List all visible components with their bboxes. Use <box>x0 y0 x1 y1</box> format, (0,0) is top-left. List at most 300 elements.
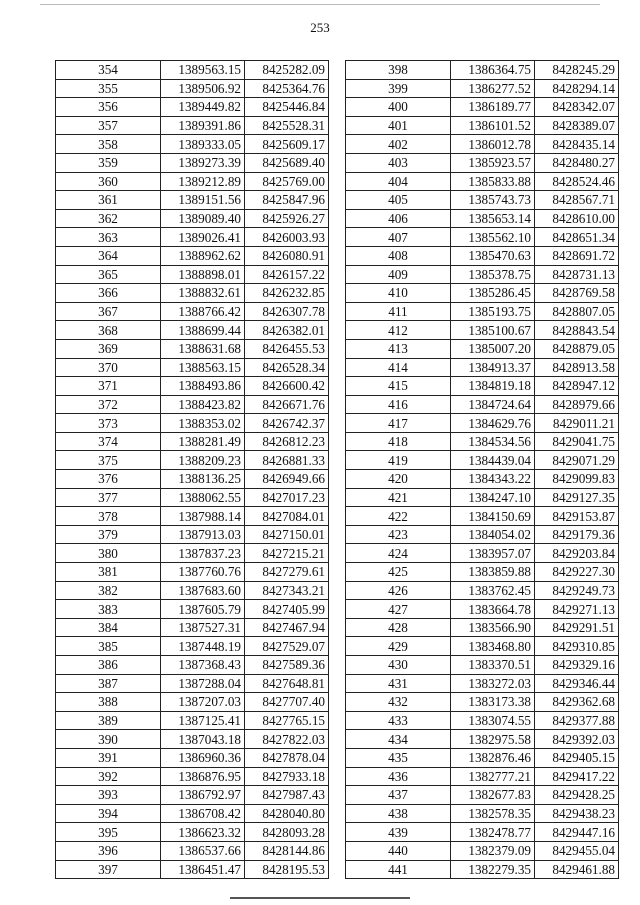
y-coordinate-cell: 8429203.84 <box>535 544 619 563</box>
point-number-cell: 424 <box>346 544 451 563</box>
table-row <box>56 358 329 377</box>
x-coordinate-cell: 1386277.52 <box>451 79 535 98</box>
y-coordinate-cell: 8427215.21 <box>245 544 329 563</box>
table-row <box>56 563 329 582</box>
table-row <box>346 265 619 284</box>
y-coordinate-cell: 8426742.37 <box>245 414 329 433</box>
coordinates-table-right <box>345 60 619 879</box>
point-number-cell: 405 <box>346 191 451 210</box>
x-coordinate-cell: 1382379.09 <box>451 841 535 860</box>
y-coordinate-cell: 8428144.86 <box>245 841 329 860</box>
x-coordinate-cell: 1388563.15 <box>161 358 245 377</box>
point-number-cell: 389 <box>56 711 161 730</box>
y-coordinate-cell: 8429011.21 <box>535 414 619 433</box>
table-row <box>346 228 619 247</box>
y-coordinate-cell: 8428651.34 <box>535 228 619 247</box>
point-number-cell: 423 <box>346 525 451 544</box>
y-coordinate-cell: 8428843.54 <box>535 321 619 340</box>
point-number-cell: 388 <box>56 693 161 712</box>
point-number-cell: 410 <box>346 284 451 303</box>
x-coordinate-cell: 1388353.02 <box>161 414 245 433</box>
point-number-cell: 384 <box>56 618 161 637</box>
point-number-cell: 371 <box>56 377 161 396</box>
x-coordinate-cell: 1388209.23 <box>161 451 245 470</box>
y-coordinate-cell: 8429099.83 <box>535 470 619 489</box>
x-coordinate-cell: 1383859.88 <box>451 563 535 582</box>
point-number-cell: 427 <box>346 600 451 619</box>
table-row <box>56 321 329 340</box>
y-coordinate-cell: 8426157.22 <box>245 265 329 284</box>
point-number-cell: 416 <box>346 395 451 414</box>
x-coordinate-cell: 1384247.10 <box>451 488 535 507</box>
y-coordinate-cell: 8429428.25 <box>535 786 619 805</box>
point-number-cell: 395 <box>56 823 161 842</box>
x-coordinate-cell: 1383272.03 <box>451 674 535 693</box>
table-row <box>56 525 329 544</box>
table-row <box>346 191 619 210</box>
x-coordinate-cell: 1386792.97 <box>161 786 245 805</box>
point-number-cell: 370 <box>56 358 161 377</box>
table-row <box>346 581 619 600</box>
table-row <box>56 618 329 637</box>
x-coordinate-cell: 1388281.49 <box>161 432 245 451</box>
x-coordinate-cell: 1389151.56 <box>161 191 245 210</box>
y-coordinate-cell: 8426671.76 <box>245 395 329 414</box>
point-number-cell: 376 <box>56 470 161 489</box>
table-row <box>346 823 619 842</box>
point-number-cell: 375 <box>56 451 161 470</box>
point-number-cell: 364 <box>56 246 161 265</box>
table-row <box>346 377 619 396</box>
x-coordinate-cell: 1388832.61 <box>161 284 245 303</box>
y-coordinate-cell: 8425446.84 <box>245 98 329 117</box>
x-coordinate-cell: 1386189.77 <box>451 98 535 117</box>
point-number-cell: 406 <box>346 209 451 228</box>
x-coordinate-cell: 1385193.75 <box>451 302 535 321</box>
y-coordinate-cell: 8429447.16 <box>535 823 619 842</box>
table-row <box>346 432 619 451</box>
table-row <box>346 116 619 135</box>
y-coordinate-cell: 8426382.01 <box>245 321 329 340</box>
y-coordinate-cell: 8427765.15 <box>245 711 329 730</box>
point-number-cell: 401 <box>346 116 451 135</box>
point-number-cell: 408 <box>346 246 451 265</box>
y-coordinate-cell: 8428769.58 <box>535 284 619 303</box>
x-coordinate-cell: 1388766.42 <box>161 302 245 321</box>
point-number-cell: 378 <box>56 507 161 526</box>
point-number-cell: 399 <box>346 79 451 98</box>
table-row <box>346 748 619 767</box>
y-coordinate-cell: 8427878.04 <box>245 748 329 767</box>
table-row <box>346 674 619 693</box>
y-coordinate-cell: 8429227.30 <box>535 563 619 582</box>
point-number-cell: 393 <box>56 786 161 805</box>
point-number-cell: 391 <box>56 748 161 767</box>
y-coordinate-cell: 8426949.66 <box>245 470 329 489</box>
table-row <box>346 470 619 489</box>
point-number-cell: 363 <box>56 228 161 247</box>
table-row <box>56 748 329 767</box>
point-number-cell: 417 <box>346 414 451 433</box>
x-coordinate-cell: 1383074.55 <box>451 711 535 730</box>
y-coordinate-cell: 8428731.13 <box>535 265 619 284</box>
table-row <box>346 414 619 433</box>
x-coordinate-cell: 1386708.42 <box>161 804 245 823</box>
point-number-cell: 377 <box>56 488 161 507</box>
point-number-cell: 381 <box>56 563 161 582</box>
x-coordinate-cell: 1384150.69 <box>451 507 535 526</box>
x-coordinate-cell: 1382677.83 <box>451 786 535 805</box>
x-coordinate-cell: 1386364.75 <box>451 61 535 80</box>
x-coordinate-cell: 1386537.66 <box>161 841 245 860</box>
y-coordinate-cell: 8429153.87 <box>535 507 619 526</box>
point-number-cell: 397 <box>56 860 161 879</box>
table-row <box>56 172 329 191</box>
point-number-cell: 440 <box>346 841 451 860</box>
table-row <box>346 358 619 377</box>
y-coordinate-cell: 8429362.68 <box>535 693 619 712</box>
coordinates-table-left <box>55 60 329 879</box>
table-row <box>56 804 329 823</box>
x-coordinate-cell: 1386101.52 <box>451 116 535 135</box>
y-coordinate-cell: 8427467.94 <box>245 618 329 637</box>
table-row <box>56 674 329 693</box>
y-coordinate-cell: 8429041.75 <box>535 432 619 451</box>
x-coordinate-cell: 1388962.62 <box>161 246 245 265</box>
y-coordinate-cell: 8428093.28 <box>245 823 329 842</box>
table-row <box>346 711 619 730</box>
point-number-cell: 355 <box>56 79 161 98</box>
table-row <box>346 637 619 656</box>
table-row <box>346 730 619 749</box>
table-row <box>56 116 329 135</box>
table-row <box>346 600 619 619</box>
table-row <box>56 637 329 656</box>
table-row <box>56 767 329 786</box>
table-row <box>346 98 619 117</box>
x-coordinate-cell: 1388699.44 <box>161 321 245 340</box>
table-row <box>346 507 619 526</box>
bottom-rule <box>230 897 410 899</box>
y-coordinate-cell: 8429392.03 <box>535 730 619 749</box>
x-coordinate-cell: 1387837.23 <box>161 544 245 563</box>
y-coordinate-cell: 8428435.14 <box>535 135 619 154</box>
y-coordinate-cell: 8428245.29 <box>535 61 619 80</box>
y-coordinate-cell: 8429438.23 <box>535 804 619 823</box>
table-row <box>56 209 329 228</box>
y-coordinate-cell: 8428524.46 <box>535 172 619 191</box>
table-row <box>56 544 329 563</box>
x-coordinate-cell: 1384819.18 <box>451 377 535 396</box>
point-number-cell: 435 <box>346 748 451 767</box>
table-row <box>56 339 329 358</box>
x-coordinate-cell: 1389449.82 <box>161 98 245 117</box>
x-coordinate-cell: 1388898.01 <box>161 265 245 284</box>
point-number-cell: 362 <box>56 209 161 228</box>
table-row <box>56 656 329 675</box>
x-coordinate-cell: 1385007.20 <box>451 339 535 358</box>
point-number-cell: 415 <box>346 377 451 396</box>
y-coordinate-cell: 8425769.00 <box>245 172 329 191</box>
point-number-cell: 398 <box>346 61 451 80</box>
point-number-cell: 432 <box>346 693 451 712</box>
x-coordinate-cell: 1383762.45 <box>451 581 535 600</box>
x-coordinate-cell: 1388136.25 <box>161 470 245 489</box>
point-number-cell: 361 <box>56 191 161 210</box>
point-number-cell: 439 <box>346 823 451 842</box>
point-number-cell: 413 <box>346 339 451 358</box>
point-number-cell: 420 <box>346 470 451 489</box>
point-number-cell: 392 <box>56 767 161 786</box>
x-coordinate-cell: 1382777.21 <box>451 767 535 786</box>
x-coordinate-cell: 1387527.31 <box>161 618 245 637</box>
point-number-cell: 411 <box>346 302 451 321</box>
point-number-cell: 429 <box>346 637 451 656</box>
table-row <box>346 79 619 98</box>
point-number-cell: 382 <box>56 581 161 600</box>
y-coordinate-cell: 8426003.93 <box>245 228 329 247</box>
point-number-cell: 365 <box>56 265 161 284</box>
y-coordinate-cell: 8427648.81 <box>245 674 329 693</box>
table-row <box>346 61 619 80</box>
point-number-cell: 396 <box>56 841 161 860</box>
x-coordinate-cell: 1388062.55 <box>161 488 245 507</box>
point-number-cell: 409 <box>346 265 451 284</box>
x-coordinate-cell: 1389212.89 <box>161 172 245 191</box>
point-number-cell: 354 <box>56 61 161 80</box>
x-coordinate-cell: 1387043.18 <box>161 730 245 749</box>
y-coordinate-cell: 8425926.27 <box>245 209 329 228</box>
table-row <box>346 284 619 303</box>
y-coordinate-cell: 8429417.22 <box>535 767 619 786</box>
x-coordinate-cell: 1385286.45 <box>451 284 535 303</box>
table-row <box>346 135 619 154</box>
x-coordinate-cell: 1387605.79 <box>161 600 245 619</box>
x-coordinate-cell: 1387207.03 <box>161 693 245 712</box>
y-coordinate-cell: 8427589.36 <box>245 656 329 675</box>
x-coordinate-cell: 1388493.86 <box>161 377 245 396</box>
y-coordinate-cell: 8426812.23 <box>245 432 329 451</box>
point-number-cell: 426 <box>346 581 451 600</box>
y-coordinate-cell: 8425528.31 <box>245 116 329 135</box>
page-number: 253 <box>310 20 330 35</box>
table-row <box>56 711 329 730</box>
x-coordinate-cell: 1382478.77 <box>451 823 535 842</box>
table-row <box>56 470 329 489</box>
y-coordinate-cell: 8429249.73 <box>535 581 619 600</box>
x-coordinate-cell: 1387125.41 <box>161 711 245 730</box>
y-coordinate-cell: 8427150.01 <box>245 525 329 544</box>
x-coordinate-cell: 1387913.03 <box>161 525 245 544</box>
y-coordinate-cell: 8426528.34 <box>245 358 329 377</box>
x-coordinate-cell: 1389391.86 <box>161 116 245 135</box>
y-coordinate-cell: 8427822.03 <box>245 730 329 749</box>
table-row <box>56 693 329 712</box>
table-row <box>56 284 329 303</box>
point-number-cell: 402 <box>346 135 451 154</box>
point-number-cell: 385 <box>56 637 161 656</box>
point-number-cell: 431 <box>346 674 451 693</box>
y-coordinate-cell: 8425282.09 <box>245 61 329 80</box>
table-row <box>56 246 329 265</box>
x-coordinate-cell: 1385923.57 <box>451 153 535 172</box>
x-coordinate-cell: 1384054.02 <box>451 525 535 544</box>
point-number-cell: 428 <box>346 618 451 637</box>
point-number-cell: 414 <box>346 358 451 377</box>
table-row <box>56 228 329 247</box>
table-row <box>56 841 329 860</box>
point-number-cell: 419 <box>346 451 451 470</box>
y-coordinate-cell: 8429329.16 <box>535 656 619 675</box>
table-row <box>346 804 619 823</box>
y-coordinate-cell: 8429455.04 <box>535 841 619 860</box>
x-coordinate-cell: 1382578.35 <box>451 804 535 823</box>
x-coordinate-cell: 1386012.78 <box>451 135 535 154</box>
table-row <box>56 377 329 396</box>
y-coordinate-cell: 8428294.14 <box>535 79 619 98</box>
point-number-cell: 434 <box>346 730 451 749</box>
table-row <box>346 321 619 340</box>
point-number-cell: 379 <box>56 525 161 544</box>
y-coordinate-cell: 8429310.85 <box>535 637 619 656</box>
point-number-cell: 359 <box>56 153 161 172</box>
y-coordinate-cell: 8428195.53 <box>245 860 329 879</box>
table-row <box>56 786 329 805</box>
table-row <box>56 302 329 321</box>
table-row <box>346 544 619 563</box>
y-coordinate-cell: 8427933.18 <box>245 767 329 786</box>
x-coordinate-cell: 1385743.73 <box>451 191 535 210</box>
x-coordinate-cell: 1385470.63 <box>451 246 535 265</box>
x-coordinate-cell: 1385100.67 <box>451 321 535 340</box>
x-coordinate-cell: 1384724.64 <box>451 395 535 414</box>
x-coordinate-cell: 1384913.37 <box>451 358 535 377</box>
table-row <box>346 451 619 470</box>
point-number-cell: 387 <box>56 674 161 693</box>
y-coordinate-cell: 8428389.07 <box>535 116 619 135</box>
table-row <box>56 79 329 98</box>
y-coordinate-cell: 8425364.76 <box>245 79 329 98</box>
x-coordinate-cell: 1383468.80 <box>451 637 535 656</box>
table-row <box>346 767 619 786</box>
y-coordinate-cell: 8426232.85 <box>245 284 329 303</box>
y-coordinate-cell: 8425609.17 <box>245 135 329 154</box>
table-row <box>56 191 329 210</box>
x-coordinate-cell: 1387988.14 <box>161 507 245 526</box>
x-coordinate-cell: 1387760.76 <box>161 563 245 582</box>
y-coordinate-cell: 8425689.40 <box>245 153 329 172</box>
x-coordinate-cell: 1383370.51 <box>451 656 535 675</box>
y-coordinate-cell: 8427707.40 <box>245 693 329 712</box>
x-coordinate-cell: 1389273.39 <box>161 153 245 172</box>
point-number-cell: 367 <box>56 302 161 321</box>
x-coordinate-cell: 1386451.47 <box>161 860 245 879</box>
x-coordinate-cell: 1383664.78 <box>451 600 535 619</box>
x-coordinate-cell: 1387448.19 <box>161 637 245 656</box>
x-coordinate-cell: 1389026.41 <box>161 228 245 247</box>
table-row <box>346 246 619 265</box>
x-coordinate-cell: 1383566.90 <box>451 618 535 637</box>
x-coordinate-cell: 1382975.58 <box>451 730 535 749</box>
point-number-cell: 422 <box>346 507 451 526</box>
x-coordinate-cell: 1382279.35 <box>451 860 535 879</box>
table-row <box>346 172 619 191</box>
x-coordinate-cell: 1389506.92 <box>161 79 245 98</box>
point-number-cell: 418 <box>346 432 451 451</box>
point-number-cell: 436 <box>346 767 451 786</box>
y-coordinate-cell: 8428947.12 <box>535 377 619 396</box>
point-number-cell: 373 <box>56 414 161 433</box>
coordinates-table-right-body <box>346 61 619 879</box>
x-coordinate-cell: 1384343.22 <box>451 470 535 489</box>
x-coordinate-cell: 1385562.10 <box>451 228 535 247</box>
table-row <box>56 600 329 619</box>
table-row <box>56 488 329 507</box>
y-coordinate-cell: 8428979.66 <box>535 395 619 414</box>
y-coordinate-cell: 8428567.71 <box>535 191 619 210</box>
table-row <box>346 841 619 860</box>
table-row <box>56 507 329 526</box>
table-row <box>346 860 619 879</box>
x-coordinate-cell: 1387288.04 <box>161 674 245 693</box>
y-coordinate-cell: 8428040.80 <box>245 804 329 823</box>
y-coordinate-cell: 8427279.61 <box>245 563 329 582</box>
x-coordinate-cell: 1386960.36 <box>161 748 245 767</box>
table-row <box>346 209 619 228</box>
table-row <box>56 432 329 451</box>
point-number-cell: 390 <box>56 730 161 749</box>
y-coordinate-cell: 8429179.36 <box>535 525 619 544</box>
table-row <box>56 61 329 80</box>
table-row <box>56 153 329 172</box>
point-number-cell: 386 <box>56 656 161 675</box>
point-number-cell: 380 <box>56 544 161 563</box>
point-number-cell: 441 <box>346 860 451 879</box>
y-coordinate-cell: 8429346.44 <box>535 674 619 693</box>
y-coordinate-cell: 8428879.05 <box>535 339 619 358</box>
x-coordinate-cell: 1385653.14 <box>451 209 535 228</box>
x-coordinate-cell: 1387368.43 <box>161 656 245 675</box>
table-row <box>56 451 329 470</box>
table-row <box>56 98 329 117</box>
x-coordinate-cell: 1387683.60 <box>161 581 245 600</box>
x-coordinate-cell: 1389333.05 <box>161 135 245 154</box>
x-coordinate-cell: 1389563.15 <box>161 61 245 80</box>
y-coordinate-cell: 8428480.27 <box>535 153 619 172</box>
point-number-cell: 404 <box>346 172 451 191</box>
y-coordinate-cell: 8426307.78 <box>245 302 329 321</box>
x-coordinate-cell: 1388631.68 <box>161 339 245 358</box>
x-coordinate-cell: 1383957.07 <box>451 544 535 563</box>
point-number-cell: 360 <box>56 172 161 191</box>
y-coordinate-cell: 8427084.01 <box>245 507 329 526</box>
y-coordinate-cell: 8429071.29 <box>535 451 619 470</box>
y-coordinate-cell: 8427405.99 <box>245 600 329 619</box>
table-row <box>346 488 619 507</box>
y-coordinate-cell: 8429291.51 <box>535 618 619 637</box>
y-coordinate-cell: 8426600.42 <box>245 377 329 396</box>
y-coordinate-cell: 8426080.91 <box>245 246 329 265</box>
point-number-cell: 369 <box>56 339 161 358</box>
y-coordinate-cell: 8426881.33 <box>245 451 329 470</box>
x-coordinate-cell: 1389089.40 <box>161 209 245 228</box>
y-coordinate-cell: 8427529.07 <box>245 637 329 656</box>
point-number-cell: 356 <box>56 98 161 117</box>
y-coordinate-cell: 8426455.53 <box>245 339 329 358</box>
point-number-cell: 374 <box>56 432 161 451</box>
table-row <box>346 618 619 637</box>
point-number-cell: 372 <box>56 395 161 414</box>
